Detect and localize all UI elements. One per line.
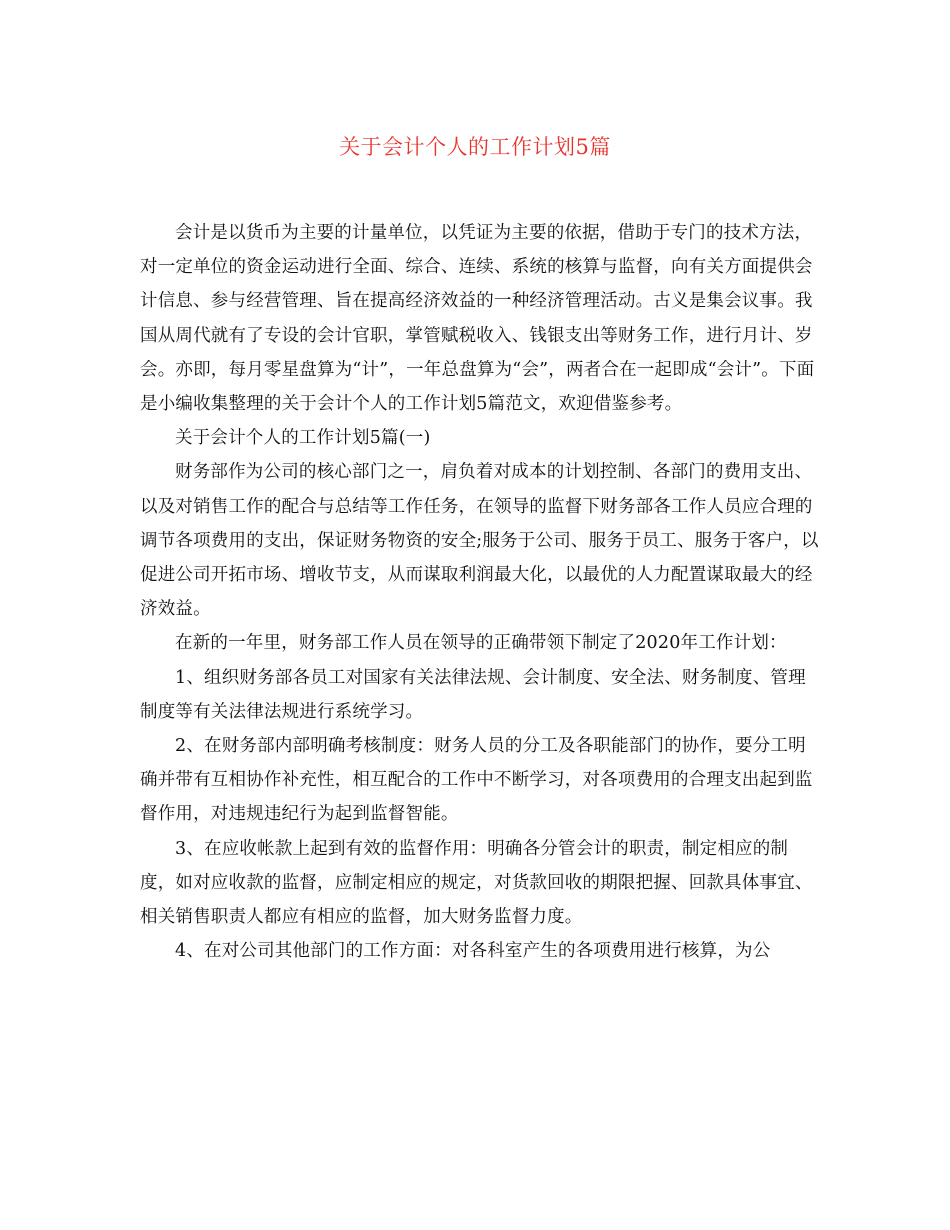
list-item: 3、在应收帐款上起到有效的监督作用：明确各分管会计的职责，制定相应的制度，如对应收款的监督，应制定相应的规定，对货款回收的期限把握、回款具体事宜、相关销售职责人都应有相应的监督，加大财务监督力度。 (140, 838, 813, 928)
intro-paragraph: 会计是以货币为主要的计量单位，以凭证为主要的依据，借助于专门的技术方法，对一定单位的资金运动进行全面、综合、连续、系统的核算与监督，向有关方面提供会计信息、参与经营管理、旨在提高经济效益的一种经济管理活动。古义是集会议事。我国从周代就有了专设的会计官职，掌管赋税收入、钱银支出等财务工作，进行月计、岁会。亦即，每月零星盘算为“计”，一年总盘算为“会”，两者合在一起即成“会计”。下面是小编收集整理的关于会计个人的工作计划5篇范文，欢迎借鉴参考。 (140, 223, 815, 415)
list-item: 2、在财务部内部明确考核制度：财务人员的分工及各职能部门的协作，要分工明确并带有互相协作补充性，相互配合的工作中不断学习，对各项费用的合理支出起到监督作用，对违规违纪行为起到监督智能。 (140, 736, 813, 825)
body-paragraph: 财务部作为公司的核心部门之一，肩负着对成本的计划控制、各部门的费用支出、以及对销售工作的配合与总结等工作任务，在领导的监督下财务部各工作人员应合理的调节各项费用的支出，保证财务物资的安全;服务于公司、服务于员工、服务于客户，以促进公司开拓市场、增收节支，从而谋取利润最大化，以最优的人力配置谋取最大的经济效益。 (140, 462, 819, 620)
list-item: 4、在对公司其他部门的工作方面：对各科室产生的各项费用进行核算，为公 (175, 941, 771, 962)
body-paragraph: 在新的一年里，财务部工作人员在领导的正确带领下制定了2020年工作计划： (175, 633, 787, 654)
list-item: 1、组织财务部各员工对国家有关法律法规、会计制度、安全法、财务制度、管理制度等有关法律法规进行系统学习。 (140, 667, 806, 722)
section-heading: 关于会计个人的工作计划5篇(一) (175, 428, 431, 449)
document-body (140, 216, 820, 968)
document-title: 关于会计个人的工作计划5篇 (339, 135, 611, 159)
